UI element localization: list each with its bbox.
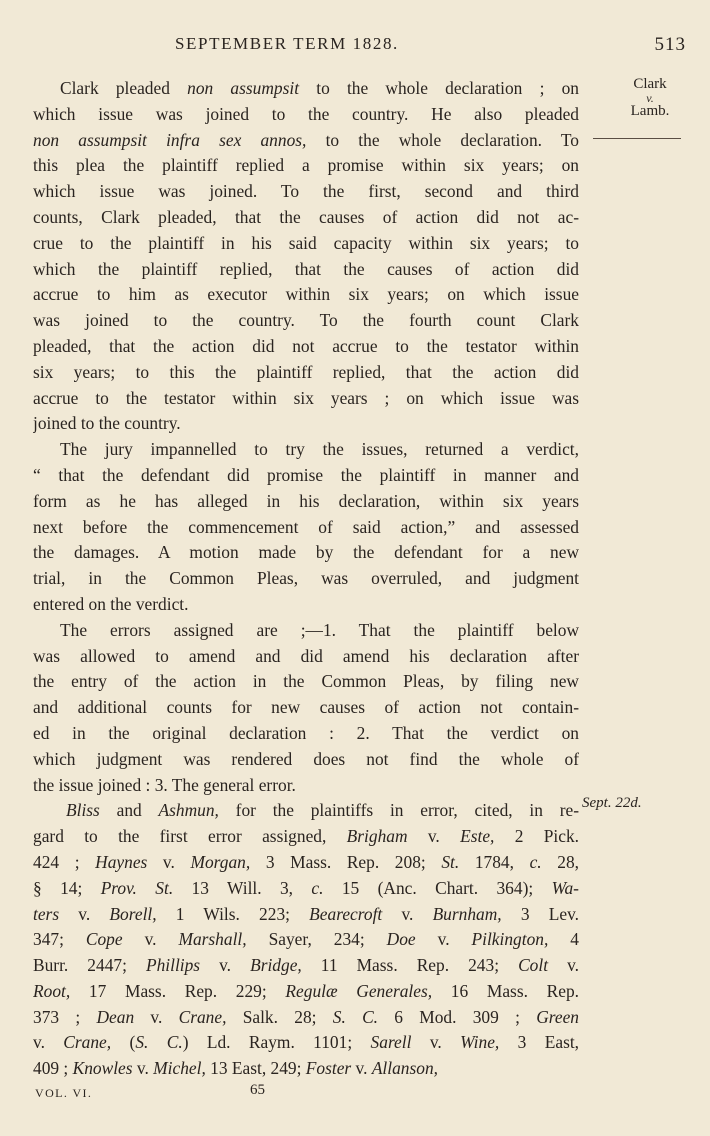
sheet-number: 65 (250, 1082, 265, 1098)
signature-mark: VOL. VI. (35, 1086, 93, 1100)
text-run: v. (407, 826, 461, 847)
text-line (33, 721, 579, 747)
text-run: which the plaintiff replied, that the causes of action did (33, 258, 579, 279)
italic-text: Pilkington, (471, 929, 549, 950)
text-run: trial, in the Common Pleas, was overruled, and judgment (33, 568, 579, 589)
italic-text: Knowles (72, 1058, 133, 1079)
text-run: 347; (33, 929, 86, 950)
italic-text: Bridge, (250, 955, 302, 976)
italic-text: non assumpsit (187, 78, 300, 98)
text-run: which issue was joined. To the first, second and third (33, 181, 579, 202)
text-run: The jury impannelled to try the issues, returned a verdict, (60, 439, 579, 460)
text-run: v. (147, 851, 191, 872)
text-line (33, 257, 579, 283)
italic-text: Crane, (178, 1006, 227, 1027)
page-footer (0, 1082, 710, 1104)
text-line (33, 1005, 579, 1031)
text-run: accrue to him as executor within six years; on which issue (33, 284, 579, 305)
text-run: 15 (Anc. Chart. 364); (323, 877, 552, 898)
italic-text: Morgan, (190, 851, 251, 872)
case-party-2: Lamb. (630, 103, 670, 119)
text-line (33, 953, 579, 979)
text-run: for the plaintiffs in error, cited, in re- (218, 800, 579, 821)
running-head: SEPTEMBER TERM 1828. (175, 34, 399, 53)
text-line (33, 644, 579, 670)
text-run: v. (382, 903, 433, 924)
body-text (33, 76, 579, 1082)
italic-text: Michel, (153, 1058, 206, 1079)
text-line (33, 1056, 579, 1082)
text-run: 11 Mass. Rep. 243; (301, 955, 519, 976)
text-line (33, 618, 579, 644)
text-run: ) Ld. Raym. 1101; (182, 1032, 371, 1053)
text-run: v. (411, 1032, 461, 1053)
text-run: 3 Mass. Rep. 208; (250, 851, 442, 872)
italic-text: Burnham, (432, 903, 502, 924)
text-run: and (99, 800, 159, 821)
text-line (33, 489, 579, 515)
text-run: v. (134, 1006, 179, 1027)
text-run: to the whole declaration ; on (299, 78, 579, 98)
text-line (33, 437, 579, 463)
italic-text: Dean (96, 1006, 135, 1027)
text-run: v. (415, 929, 472, 950)
text-run: next before the commencement of said action,” and assessed (33, 516, 579, 537)
text-line (33, 282, 579, 308)
text-line (33, 824, 579, 850)
case-party-1: Clark (633, 76, 667, 92)
text-line (33, 798, 579, 824)
text-run: 3 East, (499, 1032, 579, 1053)
text-run: 6 Mod. 309 ; (378, 1006, 537, 1027)
italic-text: Root, (33, 980, 71, 1001)
text-run: and additional counts for new causes of action not contain- (33, 697, 579, 718)
italic-text: ters (33, 903, 60, 924)
italic-text: Prov. St. (100, 877, 174, 898)
italic-text: Este, (460, 826, 495, 847)
text-run: v. (351, 1058, 372, 1079)
italic-text: non assumpsit infra sex annos, (33, 129, 307, 150)
text-run: 424 ; (33, 851, 96, 872)
paragraph (33, 437, 579, 618)
italic-text: Wa- (551, 877, 579, 898)
italic-text: Allanson, (371, 1058, 438, 1079)
italic-text: Sarell (370, 1032, 412, 1053)
italic-text: Bliss (66, 800, 100, 821)
text-run: “ that the defendant did promise the plaintiff in manner and (33, 464, 579, 485)
text-run: 4 (548, 929, 579, 950)
text-run: v. (548, 955, 579, 976)
text-line (33, 669, 579, 695)
text-run: entered on the verdict. (33, 593, 189, 614)
italic-text: c. (311, 877, 324, 898)
italic-text: Haynes (95, 851, 148, 872)
margin-rule (593, 138, 681, 139)
text-line (33, 695, 579, 721)
italic-text: Regulæ Generales, (285, 980, 433, 1001)
text-run: 409 ; (33, 1058, 73, 1079)
text-line (33, 979, 579, 1005)
text-line (33, 463, 579, 489)
italic-text: Foster (305, 1058, 352, 1079)
text-run: Clark pleaded (60, 78, 188, 98)
italic-text: Borell, (109, 903, 157, 924)
text-run: v. (132, 1058, 154, 1079)
text-run: joined to the country. (33, 413, 181, 434)
page-header (0, 34, 710, 58)
text-run: the damages. A motion made by the defendant for a new (33, 542, 579, 563)
italic-text: Doe (386, 929, 416, 950)
text-line (33, 515, 579, 541)
text-run: 13 Will. 3, (173, 877, 312, 898)
text-line (33, 360, 579, 386)
text-run: which judgment was rendered does not find the whole of (33, 748, 579, 769)
text-line (33, 334, 579, 360)
text-line (33, 386, 579, 412)
text-run: § 14; (33, 877, 101, 898)
italic-text: Bearecroft (309, 903, 383, 924)
text-line (33, 205, 579, 231)
italic-text: S. C. (332, 1006, 379, 1027)
text-line (33, 850, 579, 876)
text-line (33, 231, 579, 257)
paragraph (33, 798, 579, 1082)
paragraph (33, 618, 579, 799)
text-run: 28, (541, 851, 579, 872)
text-run: 17 Mass. Rep. 229; (70, 980, 286, 1001)
text-line (33, 128, 579, 154)
italic-text: S. C. (135, 1032, 183, 1053)
text-run: accrue to the testator within six years ; on which issue was (33, 387, 579, 408)
text-line (33, 179, 579, 205)
text-line (33, 1030, 579, 1056)
text-run: the entry of the action in the Common Pleas, by filing new (33, 671, 579, 692)
text-line (33, 308, 579, 334)
text-run: crue to the plaintiff in his said capacity within six years; to (33, 232, 579, 253)
italic-text: St. (441, 851, 460, 872)
italic-text: Green (536, 1006, 579, 1027)
margin-date-note: Sept. 22d. (582, 795, 642, 811)
case-name-margin-note (605, 76, 695, 120)
text-run: form as he has alleged in his declaration, within six years (33, 490, 579, 511)
text-run: which issue was joined to the country. He also pleaded (33, 103, 579, 124)
text-run: to the whole declaration. To (306, 129, 579, 150)
text-run: six years; to this the plaintiff replied, that the action did (33, 361, 579, 382)
text-run: counts, Clark pleaded, that the causes of action did not ac- (33, 206, 579, 227)
text-run: v. (59, 903, 110, 924)
page-number: 513 (654, 34, 686, 55)
text-line (33, 566, 579, 592)
text-line (33, 592, 579, 618)
italic-text: Brigham (346, 826, 408, 847)
italic-text: Marshall, (178, 929, 247, 950)
text-run: this plea the plaintiff replied a promise within six years; on (33, 155, 579, 176)
text-line (33, 927, 579, 953)
text-run: v. (200, 955, 251, 976)
text-run: 3 Lev. (501, 903, 579, 924)
italic-text: Crane, (63, 1032, 112, 1053)
text-line (33, 76, 579, 102)
text-run: v. (33, 1032, 64, 1053)
case-versus: v. (646, 91, 654, 105)
text-run: ( (111, 1032, 136, 1053)
text-run: The errors assigned are ;—1. That the plaintiff below (60, 619, 579, 640)
text-line (33, 153, 579, 179)
text-run: was joined to the country. To the fourth count Clark (33, 310, 579, 331)
italic-text: Ashmun, (158, 800, 219, 821)
text-run: the issue joined : 3. The general error. (33, 774, 296, 795)
text-run: 1784, (459, 851, 530, 872)
text-run: was allowed to amend and did amend his declaration after (33, 645, 579, 666)
italic-text: c. (529, 851, 542, 872)
text-run: ed in the original declaration : 2. That the verdict on (33, 722, 579, 743)
text-run: 16 Mass. Rep. (432, 980, 579, 1001)
text-line (33, 540, 579, 566)
text-run: v. (122, 929, 179, 950)
italic-text: Phillips (145, 955, 201, 976)
text-line (33, 747, 579, 773)
text-line (33, 102, 579, 128)
text-run: Sayer, 234; (246, 929, 387, 950)
italic-text: Cope (85, 929, 123, 950)
text-run: 1 Wils. 223; (156, 903, 310, 924)
text-run: pleaded, that the action did not accrue to the testator within (33, 335, 579, 356)
text-run: 13 East, 249; (205, 1058, 306, 1079)
text-run: 2 Pick. (494, 826, 579, 847)
text-run: gard to the first error assigned, (33, 826, 347, 847)
text-run: Salk. 28; (226, 1006, 333, 1027)
italic-text: Colt (518, 955, 549, 976)
text-line (33, 876, 579, 902)
text-run: 373 ; (33, 1006, 97, 1027)
text-line (33, 411, 579, 437)
text-line (33, 773, 579, 799)
text-run: Burr. 2447; (33, 955, 146, 976)
paragraph (33, 76, 579, 437)
italic-text: Wine, (460, 1032, 500, 1053)
text-line (33, 902, 579, 928)
